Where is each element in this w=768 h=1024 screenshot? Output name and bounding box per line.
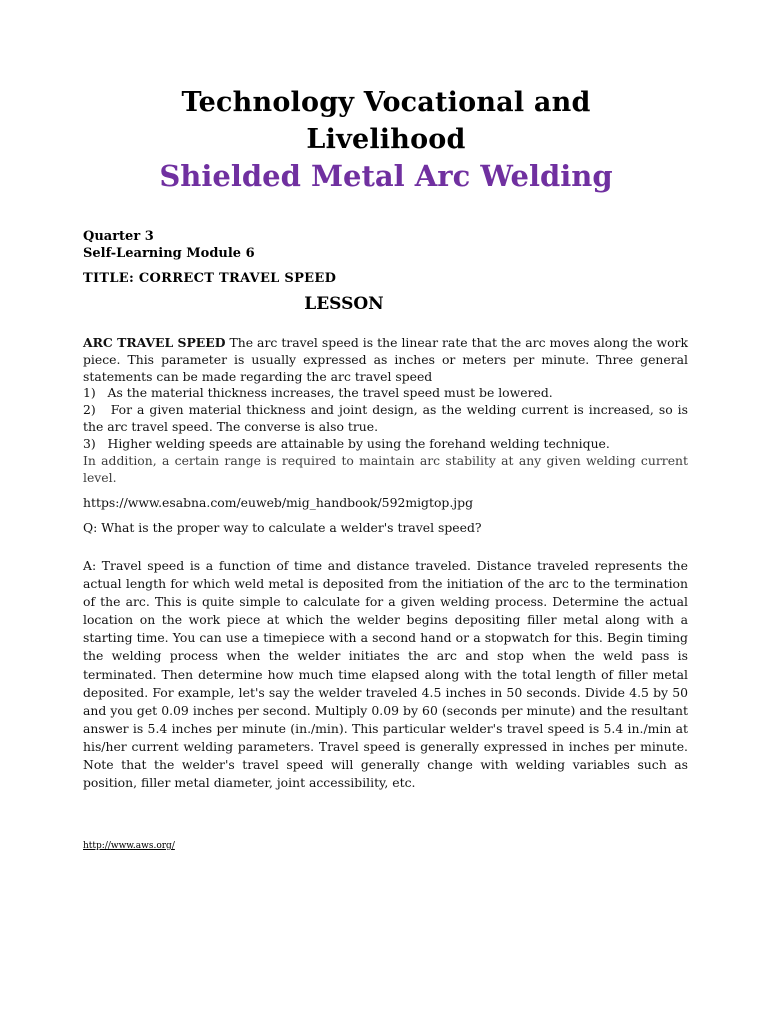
answer-paragraph: A: Travel speed is a function of time and distance traveled. Distance traveled represents the actual length for which weld metal is deposited from the initiation of the arc to the termination of the arc. This is quite simple to calculate for a given welding process. Determine the actual location on the work piece at which the welder begins depositing filler metal along with a starting time. You can use a timepiece with a second hand or a stopwatch for this. Begin timing the welding process when the welder initiates the arc and stop when the weld pass is terminated. Then determine how much time elapsed along with the total length of filler metal deposited. For example, let's say the welder traveled 4.5 inches in 50 seconds. Divide 4.5 by 50 and you get 0.09 inches per second. Multiply 0.09 by 60 (seconds per minute) and the resultant answer is 5.4 inches per minute (in./min). This particular welder's travel speed is 5.4 in./min at his/her current welding parameters. Travel speed is generally expressed in inches per minute. Note that the welder's travel speed will generally change with welding variables such as position, filler metal diameter, joint accessibility, etc. bbox=[83, 558, 688, 791]
addition-paragraph: In addition, a certain range is required to maintain arc stability at any given welding current level. bbox=[83, 453, 688, 486]
intro-term: ARC TRAVEL SPEED bbox=[83, 335, 226, 350]
module-label: Self-Learning Module 6 bbox=[83, 246, 255, 261]
question bbox=[83, 519, 688, 537]
list-item: 2) For a given material thickness and joint design, as the welding current is increased, so is the arc travel speed. The converse is also true. bbox=[83, 402, 688, 435]
title-line-2: Livelihood bbox=[306, 124, 466, 155]
list-item: 1) As the material thickness increases, the travel speed must be lowered. bbox=[83, 385, 553, 400]
intro-text: The arc travel speed is the linear rate that the arc moves along the work piece. This parameter is usually expressed as inches or meters per minute. Three general statements can be made regarding the arc travel speed bbox=[83, 335, 688, 385]
list-item: 3) Higher welding speeds are attainable by using the forehand welding technique. bbox=[83, 436, 610, 451]
reference-link[interactable]: http://www.aws.org/ bbox=[83, 841, 175, 851]
document-title bbox=[84, 84, 688, 158]
lesson-heading: LESSON bbox=[304, 294, 384, 314]
document-subtitle: Shielded Metal Arc Welding bbox=[159, 159, 613, 193]
title-line-1: Technology Vocational and bbox=[181, 87, 591, 118]
source-url[interactable]: https://www.esabna.com/euweb/mig_handbook/592migtop.jpg bbox=[83, 495, 473, 510]
lesson-title: TITLE: CORRECT TRAVEL SPEED bbox=[83, 271, 337, 286]
question-label: Q bbox=[83, 520, 94, 535]
quarter-label: Quarter 3 bbox=[83, 229, 154, 244]
question-text: : What is the proper way to calculate a welder's travel speed? bbox=[93, 520, 482, 535]
intro-paragraph bbox=[83, 334, 688, 386]
